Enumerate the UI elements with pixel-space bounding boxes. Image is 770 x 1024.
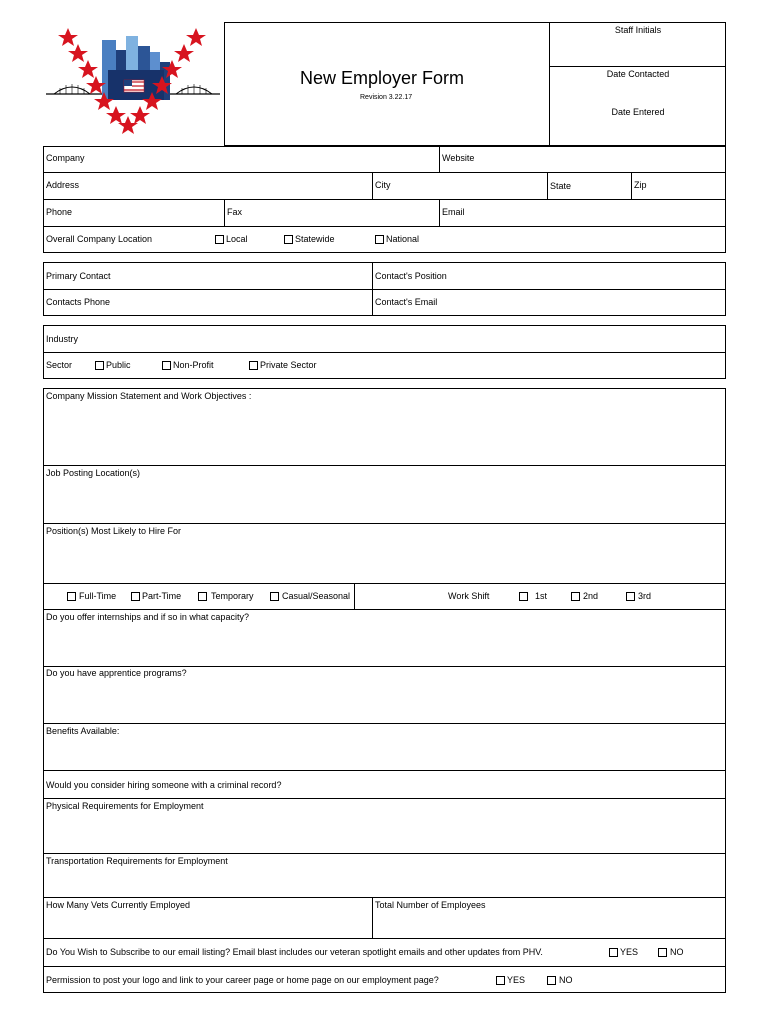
contact-email-field[interactable] — [445, 291, 724, 314]
subscribe-yes-label: YES — [620, 947, 639, 957]
mission-label: Company Mission Statement and Work Objectives : — [46, 391, 252, 401]
subscribe-no-label: NO — [670, 947, 684, 957]
revision-text: Revision 3.22.17 — [360, 94, 413, 101]
location-local-checkbox[interactable] — [215, 235, 224, 244]
address-field[interactable] — [85, 174, 369, 197]
subscribe-no-checkbox[interactable] — [658, 948, 667, 957]
location-national-label: National — [386, 234, 420, 244]
phone-field[interactable] — [80, 201, 222, 224]
permission-yes-label: YES — [507, 975, 526, 985]
fax-label: Fax — [227, 207, 243, 217]
city-field[interactable] — [395, 174, 545, 197]
company-field[interactable] — [90, 148, 436, 170]
internships-label: Do you offer internships and if so in what capacity? — [46, 612, 249, 622]
contact-position-field[interactable] — [455, 264, 724, 287]
shift-1st-label: 1st — [535, 591, 548, 601]
contact-phone-field[interactable] — [115, 291, 370, 314]
date-contacted-label: Date Contacted — [606, 69, 670, 79]
address-label: Address — [46, 180, 80, 190]
apprentice-field[interactable] — [45, 681, 724, 721]
contact-position-label: Contact's Position — [375, 271, 447, 281]
location-statewide-label: Statewide — [295, 234, 335, 244]
sector-private-checkbox[interactable] — [249, 361, 258, 370]
zip-label: Zip — [634, 180, 647, 190]
form-title: New Employer Form — [300, 68, 465, 88]
total-employees-label: Total Number of Employees — [375, 900, 486, 910]
shift-1st-checkbox[interactable] — [519, 592, 528, 601]
state-label: State — [550, 181, 572, 191]
apprentice-label: Do you have apprentice programs? — [46, 668, 187, 678]
posting-field[interactable] — [45, 481, 724, 521]
phone-label: Phone — [46, 207, 73, 217]
sector-nonprofit-label: Non-Profit — [173, 360, 214, 370]
staff-initials-label: Staff Initials — [614, 25, 662, 35]
fulltime-checkbox[interactable] — [67, 592, 76, 601]
permission-yes-checkbox[interactable] — [496, 976, 505, 985]
website-label: Website — [442, 153, 475, 163]
criminal-record-label: Would you consider hiring someone with a criminal record? — [46, 780, 282, 790]
zip-field[interactable] — [652, 174, 724, 197]
permission-no-label: NO — [559, 975, 573, 985]
subscribe-label: Do You Wish to Subscribe to our email listing? Email blast includes our veteran spotlight emails and other updates from PHV. — [46, 947, 543, 957]
email-label: Email — [442, 207, 465, 217]
seasonal-label: Casual/Seasonal — [282, 591, 351, 601]
benefits-field[interactable] — [45, 739, 724, 768]
primary-contact-label: Primary Contact — [46, 271, 111, 281]
location-national-checkbox[interactable] — [375, 235, 384, 244]
temporary-label: Temporary — [211, 591, 254, 601]
date-contacted-field[interactable] — [550, 82, 726, 102]
physical-requirements-label: Physical Requirements for Employment — [46, 801, 204, 811]
sector-public-checkbox[interactable] — [95, 361, 104, 370]
sector-nonprofit-checkbox[interactable] — [162, 361, 171, 370]
organization-logo — [44, 22, 222, 140]
positions-label: Position(s) Most Likely to Hire For — [46, 526, 182, 536]
industry-field[interactable] — [85, 327, 724, 350]
total-employees-field[interactable] — [374, 913, 724, 936]
shift-3rd-checkbox[interactable] — [626, 592, 635, 601]
sector-label: Sector — [46, 360, 73, 370]
location-statewide-checkbox[interactable] — [284, 235, 293, 244]
shift-2nd-label: 2nd — [583, 591, 599, 601]
vets-employed-field[interactable] — [45, 913, 370, 936]
physical-requirements-field[interactable] — [45, 814, 724, 851]
website-field[interactable] — [480, 148, 724, 170]
staff-initials-field[interactable] — [550, 38, 726, 65]
internships-field[interactable] — [45, 625, 724, 664]
location-label: Overall Company Location — [46, 234, 153, 244]
fulltime-label: Full-Time — [79, 591, 117, 601]
mission-field[interactable] — [45, 404, 724, 463]
temporary-checkbox[interactable] — [198, 592, 207, 601]
contact-email-label: Contact's Email — [375, 297, 438, 307]
industry-label: Industry — [46, 334, 79, 344]
fax-field[interactable] — [245, 201, 437, 224]
parttime-checkbox[interactable] — [131, 592, 140, 601]
location-local-label: Local — [226, 234, 248, 244]
permission-no-checkbox[interactable] — [547, 976, 556, 985]
subscribe-yes-checkbox[interactable] — [609, 948, 618, 957]
date-entered-label: Date Entered — [611, 107, 665, 117]
positions-field[interactable] — [45, 539, 724, 581]
posting-label: Job Posting Location(s) — [46, 468, 141, 478]
sector-private-label: Private Sector — [260, 360, 317, 370]
date-entered-field[interactable] — [550, 120, 726, 144]
benefits-label: Benefits Available: — [46, 726, 120, 736]
contact-phone-label: Contacts Phone — [46, 297, 111, 307]
city-label: City — [375, 180, 391, 190]
sector-public-label: Public — [106, 360, 131, 370]
permission-label: Permission to post your logo and link to your career page or home page on our employment page? — [46, 975, 439, 985]
shift-2nd-checkbox[interactable] — [571, 592, 580, 601]
state-field[interactable] — [578, 174, 629, 197]
shift-3rd-label: 3rd — [638, 591, 652, 601]
parttime-label: Part-Time — [142, 591, 182, 601]
work-shift-label: Work Shift — [448, 591, 490, 601]
primary-contact-field[interactable] — [118, 264, 370, 287]
email-field[interactable] — [470, 201, 724, 224]
company-label: Company — [46, 153, 85, 163]
seasonal-checkbox[interactable] — [270, 592, 279, 601]
transportation-field[interactable] — [45, 869, 724, 895]
vets-employed-label: How Many Vets Currently Employed — [46, 900, 191, 910]
transportation-label: Transportation Requirements for Employment — [46, 856, 228, 866]
